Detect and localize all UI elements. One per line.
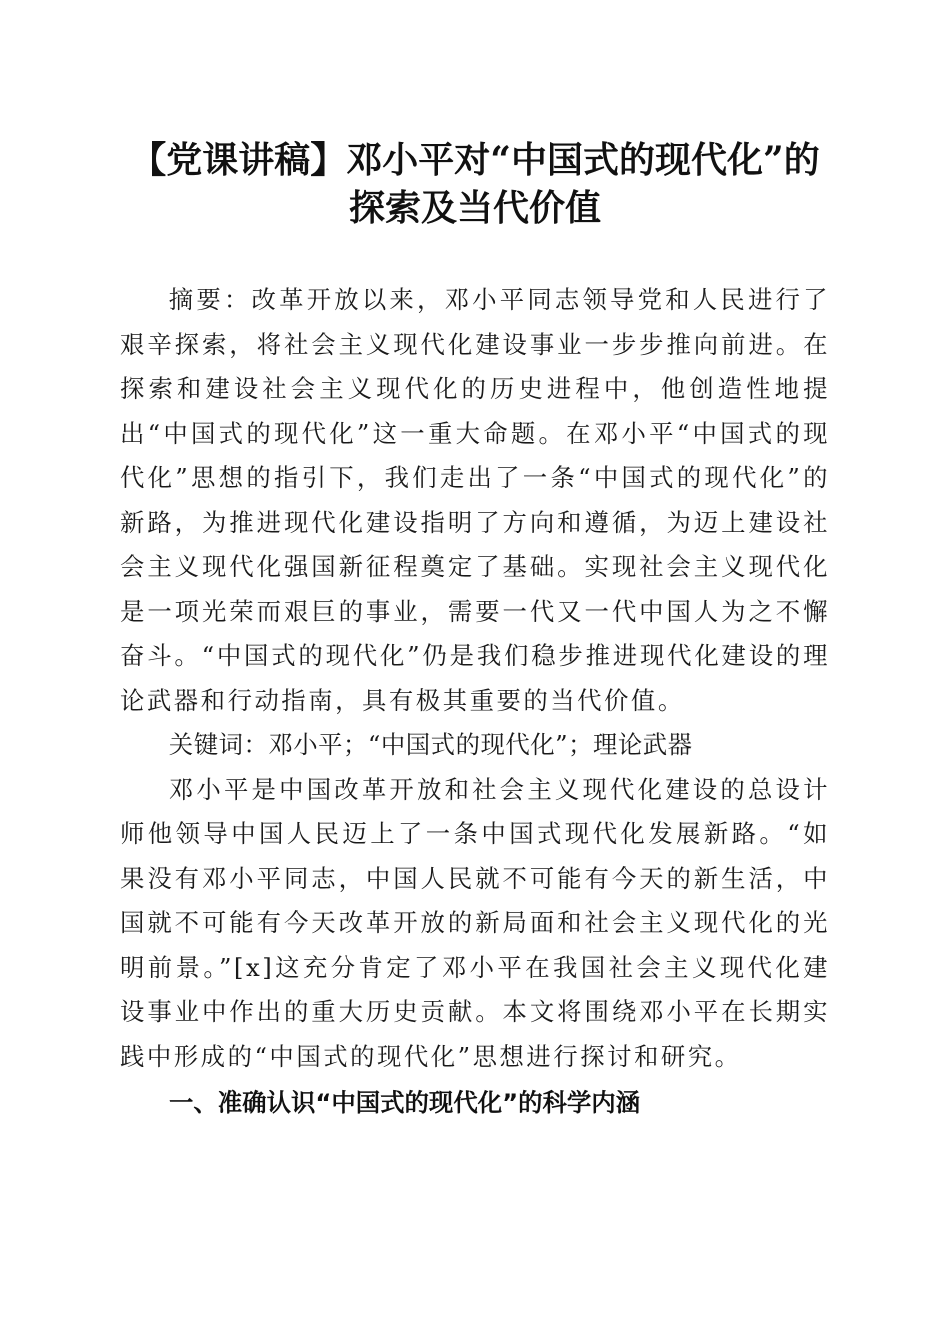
intro-paragraph: 邓小平是中国改革开放和社会主义现代化建设的总设计师他领导中国人民迈上了一条中国式现代化发展新路。“如果没有邓小平同志，中国人民就不可能有今天的新生活，中国就不可能有今天改革开放的新局面和社会主义现代化的光明前景。”[x]这充分肯定了邓小平在我国社会主义现代化建设事业中作出的重大历史贡献。本文将围绕邓小平在长期实践中形成的“中国式的现代化”思想进行探讨和研究。 (120, 774, 830, 1071)
title-line-1: 【党课讲稿】邓小平对“中国式的现代化”的 (130, 139, 820, 181)
document-title (115, 136, 835, 232)
keywords-paragraph: 关键词：邓小平；“中国式的现代化”；理论武器 (168, 730, 693, 759)
document-body (120, 278, 830, 1079)
title-line-2: 探索及当代价值 (348, 187, 601, 229)
section-heading-1: 一、准确认识“中国式的现代化”的科学内涵 (169, 1088, 641, 1117)
abstract-paragraph: 摘要：改革开放以来，邓小平同志领导党和人民进行了艰辛探索，将社会主义现代化建设事业一步步推向前进。在探索和建设社会主义现代化的历史进程中，他创造性地提出“中国式的现代化”这一重大命题。在邓小平“中国式的现代化”思想的指引下，我们走出了一条“中国式的现代化”的新路，为推进现代化建设指明了方向和遵循，为迈上建设社会主义现代化强国新征程奠定了基础。实现社会主义现代化是一项光荣而艰巨的事业，需要一代又一代中国人为之不懈奋斗。“中国式的现代化”仍是我们稳步推进现代化建设的理论武器和行动指南，具有极其重要的当代价值。 (120, 285, 830, 715)
